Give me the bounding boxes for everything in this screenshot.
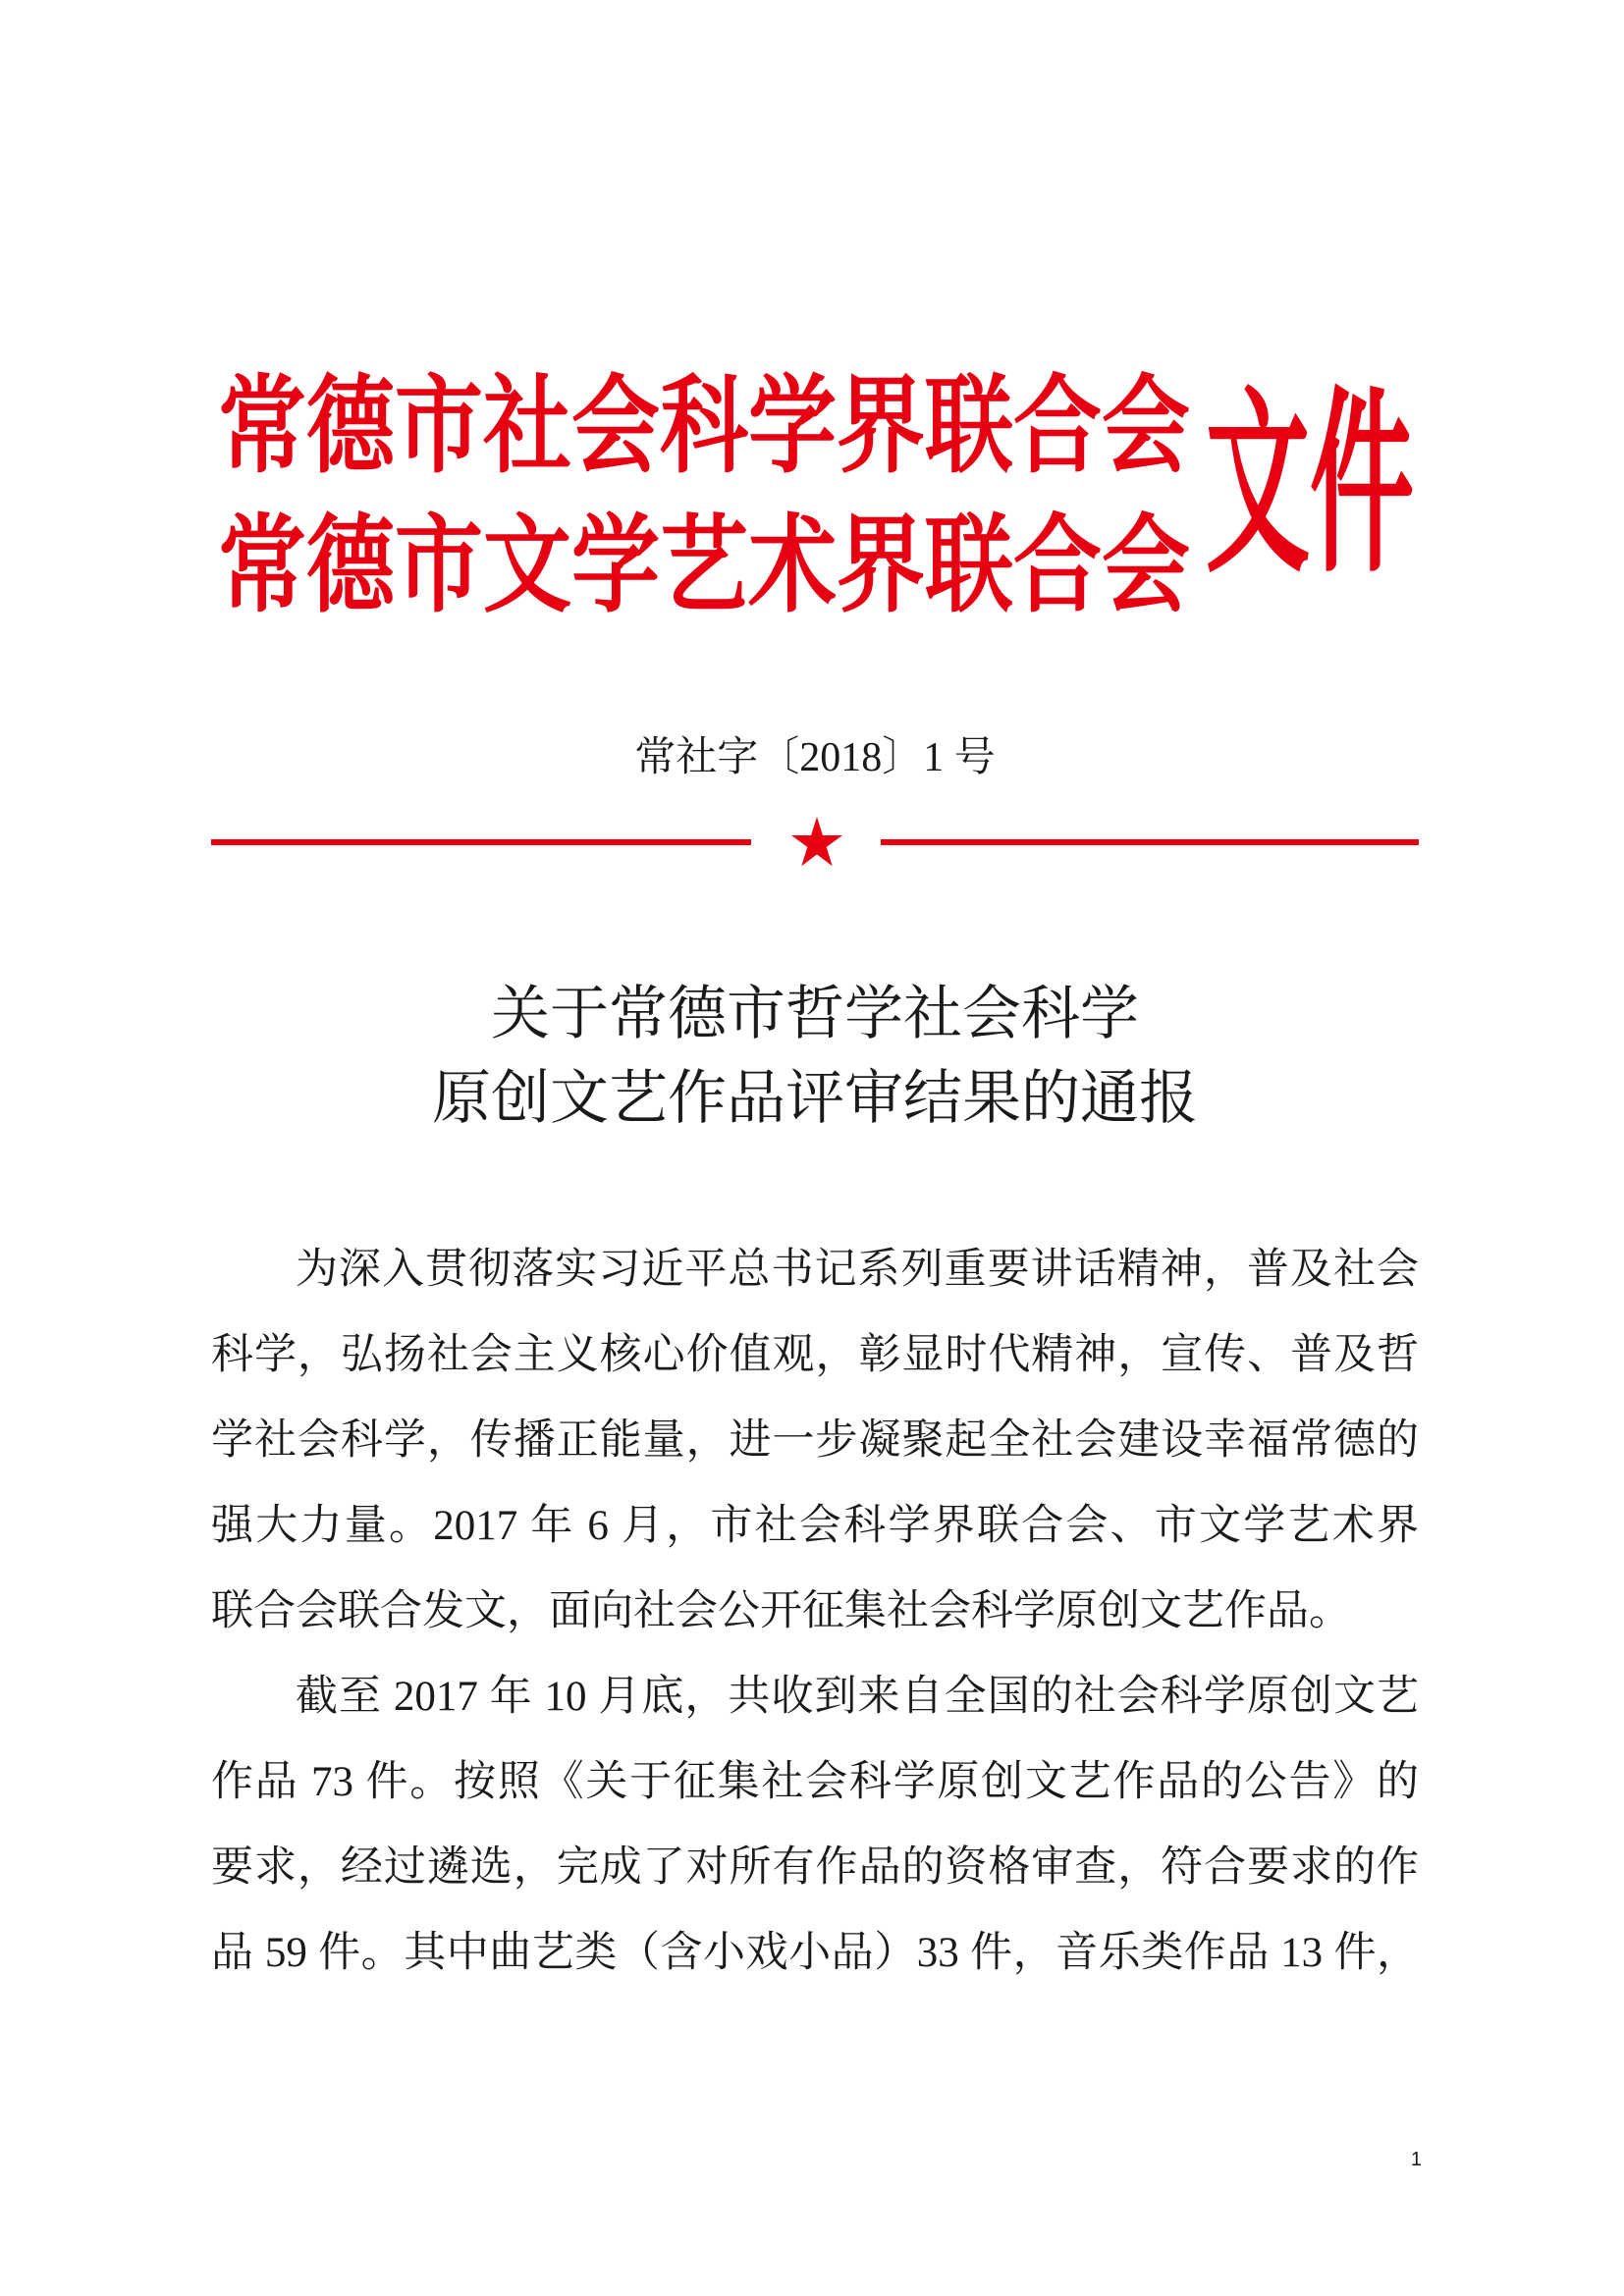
text-line: 联合会联合发文，面向社会公开征集社会科学原创文艺作品。 — [211, 1588, 1351, 1634]
text-line: 为深入贯彻落实习近平总书记系列重要讲话精神，普及社会 — [296, 1247, 1419, 1293]
star-icon — [790, 816, 843, 869]
divider-line-right — [881, 839, 1419, 845]
text-line: 作品 73 件。按照《关于征集社会科学原创文艺作品的公告》的 — [211, 1759, 1419, 1805]
text-line: 强大力量。2017 年 6 月，市社会科学界联合会、市文学艺术界 — [211, 1503, 1419, 1549]
text-line: 要求，经过遴选，完成了对所有作品的资格审查，符合要求的作 — [211, 1844, 1419, 1891]
text-line: 品 59 件。其中曲艺类（含小戏小品）33 件，音乐类作品 13 件， — [211, 1930, 1419, 1976]
paragraph — [211, 1227, 1419, 1654]
text-line: 学社会科学，传播正能量，进一步凝聚起全社会建设幸福常德的 — [211, 1417, 1419, 1464]
document-body — [211, 1227, 1419, 1996]
document-type-label: 文件 — [1206, 366, 1414, 600]
text-line: 截至 2017 年 10 月底，共收到来自全国的社会科学原创文艺 — [296, 1674, 1419, 1720]
title-line: 关于常德市哲学社会科学 — [491, 980, 1139, 1048]
title-line: 原创文艺作品评审结果的通报 — [432, 1064, 1198, 1133]
document-title — [211, 972, 1419, 1141]
paragraph — [211, 1654, 1419, 1996]
issuer-name-line-1: 常德市社会科学界联合会 — [218, 363, 1190, 489]
divider-line-left — [211, 839, 751, 845]
document-number: 常社字〔2018〕1 号 — [634, 735, 996, 780]
issuer-name-line-2: 常德市文学艺术界联合会 — [218, 503, 1190, 628]
page-number: 1 — [1410, 2149, 1422, 2170]
text-line: 科学，弘扬社会主义核心价值观，彰显时代精神，宣传、普及哲 — [211, 1332, 1419, 1378]
